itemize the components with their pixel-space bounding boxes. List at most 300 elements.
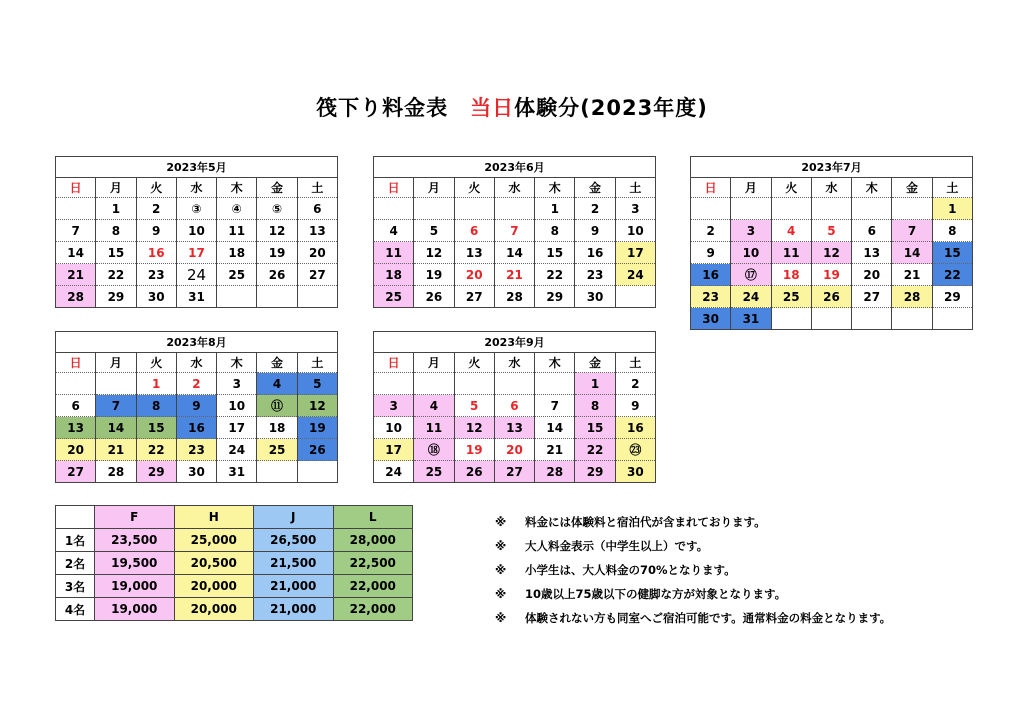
calendar-empty-cell	[892, 308, 932, 330]
calendar-empty-cell	[454, 373, 494, 395]
calendar-day-cell: 1	[96, 198, 136, 220]
calendar-day-cell: 24	[217, 439, 257, 461]
calendar-day-cell: 3	[374, 395, 414, 417]
price-corner	[56, 506, 95, 529]
weekday-label: 金	[257, 178, 297, 198]
price-cell: 20,000	[174, 575, 254, 598]
calendar-day-cell: 9	[136, 220, 176, 242]
calendar-empty-cell	[771, 198, 811, 220]
calendar-day-cell: 22	[96, 264, 136, 286]
calendar-day-cell: 30	[176, 461, 216, 483]
note-text: 10歳以上75歳以下の健脚な方が対象となります。	[525, 587, 787, 601]
calendar-empty-cell	[96, 373, 136, 395]
calendar-day-cell: 4	[374, 220, 414, 242]
calendar-day-cell: 28	[56, 286, 96, 308]
price-row-2	[56, 552, 413, 575]
calendar-day-cell: 22	[575, 439, 615, 461]
calendar-day-cell: 24	[615, 264, 655, 286]
week-row	[56, 264, 338, 286]
calendar-day-cell: 2	[691, 220, 731, 242]
note-mark: ※	[495, 515, 507, 529]
calendar-day-cell: 12	[454, 417, 494, 439]
title-highlight: 当日	[470, 96, 515, 120]
calendar-day-cell: ③	[176, 198, 216, 220]
price-cell: 21,000	[254, 598, 334, 621]
calendar-day-cell: 10	[615, 220, 655, 242]
calendar-day-cell: 14	[96, 417, 136, 439]
weekday-label: 水	[494, 353, 534, 373]
calendar-day-cell: 2	[575, 198, 615, 220]
week-row	[374, 461, 656, 483]
calendar-day-cell: 15	[96, 242, 136, 264]
price-row-1	[56, 529, 413, 552]
calendar-day-cell: 27	[852, 286, 892, 308]
weekday-label: 火	[454, 353, 494, 373]
calendar-day-cell: 22	[136, 439, 176, 461]
price-row-4	[56, 598, 413, 621]
calendar-day-cell: 1	[932, 198, 972, 220]
note-mark: ※	[495, 587, 507, 601]
calendar-day-cell: 17	[176, 242, 216, 264]
calendar-day-cell: 9	[615, 395, 655, 417]
weekday-label: 月	[96, 178, 136, 198]
calendar-day-cell: 23	[136, 264, 176, 286]
week-row	[56, 220, 338, 242]
calendar-day-cell: 10	[374, 417, 414, 439]
calendar-day-cell: 10	[217, 395, 257, 417]
price-cell: 21,500	[254, 552, 334, 575]
price-table	[55, 505, 413, 621]
calendar-empty-cell	[852, 198, 892, 220]
calendar-day-cell: 29	[535, 286, 575, 308]
note-mark: ※	[495, 539, 507, 553]
week-row	[56, 286, 338, 308]
price-cell: 19,500	[95, 552, 175, 575]
price-header-row	[56, 506, 413, 529]
calendar-day-cell: 13	[297, 220, 337, 242]
calendar-day-cell: 6	[852, 220, 892, 242]
price-cell: 20,500	[174, 552, 254, 575]
calendar-day-cell: 29	[575, 461, 615, 483]
calendar-september	[373, 331, 656, 483]
calendar-day-cell: 28	[494, 286, 534, 308]
calendar-day-cell: 14	[535, 417, 575, 439]
weekday-label: 金	[575, 353, 615, 373]
calendar-day-cell: 27	[454, 286, 494, 308]
weekday-label: 火	[454, 178, 494, 198]
note-text: 大人料金表示（中学生以上）です。	[525, 539, 709, 553]
note-item	[495, 534, 891, 558]
calendar-day-cell: 7	[892, 220, 932, 242]
price-cell: 22,000	[333, 598, 413, 621]
calendar-empty-cell	[257, 461, 297, 483]
calendar-day-cell: 15	[932, 242, 972, 264]
calendar-day-cell: 26	[297, 439, 337, 461]
calendar-may	[55, 156, 338, 308]
calendar-day-cell: 15	[575, 417, 615, 439]
weekday-label: 日	[56, 353, 96, 373]
calendar-day-cell: 16	[575, 242, 615, 264]
note-item	[495, 606, 891, 630]
calendar-header-row	[56, 332, 338, 353]
calendar-day-cell: 21	[535, 439, 575, 461]
calendar-july	[690, 156, 973, 330]
calendar-day-cell: 7	[56, 220, 96, 242]
calendar-day-cell: 11	[374, 242, 414, 264]
weekday-label: 火	[136, 178, 176, 198]
calendar-day-cell: 29	[932, 286, 972, 308]
weekday-label: 月	[731, 178, 771, 198]
calendar-day-cell: 25	[414, 461, 454, 483]
calendar-day-cell: 25	[257, 439, 297, 461]
week-row	[691, 308, 973, 330]
calendar-empty-cell	[217, 286, 257, 308]
calendar-empty-cell	[257, 286, 297, 308]
calendar-day-cell: 8	[136, 395, 176, 417]
calendar-day-cell: 26	[414, 286, 454, 308]
weekday-label: 木	[535, 353, 575, 373]
weekday-row	[374, 178, 656, 198]
note-item	[495, 558, 891, 582]
calendar-day-cell: 19	[297, 417, 337, 439]
weekday-row	[56, 178, 338, 198]
weekday-row	[691, 178, 973, 198]
calendar-day-cell: 20	[56, 439, 96, 461]
calendar-day-cell: 9	[575, 220, 615, 242]
calendar-day-cell: 31	[217, 461, 257, 483]
calendar-day-cell: 4	[771, 220, 811, 242]
calendar-empty-cell	[771, 308, 811, 330]
calendar-day-cell: 14	[494, 242, 534, 264]
calendar-day-cell: 9	[176, 395, 216, 417]
price-cell: 25,000	[174, 529, 254, 552]
price-cell: 21,000	[254, 575, 334, 598]
week-row	[56, 461, 338, 483]
calendar-day-cell: 27	[297, 264, 337, 286]
week-row	[374, 286, 656, 308]
calendar-header-row	[374, 332, 656, 353]
calendar-day-cell: 10	[176, 220, 216, 242]
calendar-day-cell: 30	[615, 461, 655, 483]
price-col-h: H	[174, 506, 254, 529]
calendar-day-cell: 26	[257, 264, 297, 286]
week-row	[374, 220, 656, 242]
weekday-label: 木	[217, 353, 257, 373]
weekday-label: 月	[96, 353, 136, 373]
calendar-day-cell: ⑤	[257, 198, 297, 220]
price-cell: 20,000	[174, 598, 254, 621]
week-row	[56, 417, 338, 439]
calendar-empty-cell	[297, 461, 337, 483]
weekday-label: 土	[297, 353, 337, 373]
week-row	[691, 242, 973, 264]
price-cell: 22,500	[333, 552, 413, 575]
calendar-day-cell: 31	[176, 286, 216, 308]
calendar-empty-cell	[811, 198, 851, 220]
calendar-header-row	[691, 157, 973, 178]
week-row	[56, 198, 338, 220]
calendar-empty-cell	[374, 373, 414, 395]
calendar-day-cell: 3	[615, 198, 655, 220]
calendar-day-cell: 10	[731, 242, 771, 264]
page-title	[0, 92, 1024, 122]
calendar-day-cell: 8	[535, 220, 575, 242]
weekday-label: 水	[176, 353, 216, 373]
weekday-label: 日	[374, 353, 414, 373]
calendar-day-cell: 11	[414, 417, 454, 439]
calendar-day-cell: 9	[691, 242, 731, 264]
calendar-day-cell: 1	[136, 373, 176, 395]
weekday-label: 土	[615, 178, 655, 198]
calendar-empty-cell	[691, 198, 731, 220]
week-row	[374, 242, 656, 264]
weekday-label: 木	[535, 178, 575, 198]
calendar-day-cell: 26	[811, 286, 851, 308]
weekday-label: 日	[374, 178, 414, 198]
week-row	[374, 417, 656, 439]
note-text: 体験されない方も同室へご宿泊可能です。通常料金の料金となります。	[525, 611, 892, 625]
weekday-label: 土	[932, 178, 972, 198]
calendar-day-cell: 23	[691, 286, 731, 308]
weekday-label: 水	[494, 178, 534, 198]
calendar-empty-cell	[56, 198, 96, 220]
calendar-day-cell: 29	[96, 286, 136, 308]
calendar-day-cell: 30	[691, 308, 731, 330]
calendar-day-cell: 7	[494, 220, 534, 242]
calendar-day-cell: 6	[56, 395, 96, 417]
note-item	[495, 510, 891, 534]
calendar-day-cell: 24	[176, 264, 216, 286]
calendar-empty-cell	[56, 373, 96, 395]
calendar-empty-cell	[297, 286, 337, 308]
calendar-day-cell: 19	[811, 264, 851, 286]
weekday-row	[374, 353, 656, 373]
calendar-day-cell: 29	[136, 461, 176, 483]
calendar-day-cell: ④	[217, 198, 257, 220]
week-row	[374, 439, 656, 461]
weekday-label: 水	[811, 178, 851, 198]
calendar-day-cell: 19	[414, 264, 454, 286]
calendar-day-cell: 30	[136, 286, 176, 308]
weekday-label: 木	[217, 178, 257, 198]
calendar-day-cell: 5	[454, 395, 494, 417]
price-cell: 19,000	[95, 598, 175, 621]
weekday-label: 火	[136, 353, 176, 373]
calendar-month-title: 2023年8月	[56, 332, 338, 353]
week-row	[374, 264, 656, 286]
price-cell: 28,000	[333, 529, 413, 552]
price-cell: 26,500	[254, 529, 334, 552]
calendar-day-cell: 12	[811, 242, 851, 264]
calendar-day-cell: 6	[454, 220, 494, 242]
week-row	[691, 264, 973, 286]
calendar-day-cell: 3	[731, 220, 771, 242]
calendar-empty-cell	[494, 198, 534, 220]
calendar-day-cell: 18	[374, 264, 414, 286]
note-mark: ※	[495, 563, 507, 577]
calendar-empty-cell	[374, 198, 414, 220]
title-main: 筏下り料金表	[316, 96, 449, 120]
calendar-day-cell: 7	[535, 395, 575, 417]
weekday-label: 月	[414, 178, 454, 198]
calendar-day-cell: 4	[257, 373, 297, 395]
price-cell: 23,500	[95, 529, 175, 552]
calendar-day-cell: 6	[494, 395, 534, 417]
week-row	[374, 373, 656, 395]
calendar-day-cell: 14	[56, 242, 96, 264]
calendar-day-cell: 20	[494, 439, 534, 461]
calendar-empty-cell	[731, 198, 771, 220]
calendar-day-cell: 28	[535, 461, 575, 483]
calendar-day-cell: 25	[374, 286, 414, 308]
price-row-label: 2名	[56, 552, 95, 575]
calendar-day-cell: 8	[575, 395, 615, 417]
calendar-day-cell: 16	[176, 417, 216, 439]
calendar-day-cell: 17	[615, 242, 655, 264]
price-col-f: F	[95, 506, 175, 529]
calendar-day-cell: ⑪	[257, 395, 297, 417]
calendar-day-cell: 30	[575, 286, 615, 308]
calendar-day-cell: 5	[297, 373, 337, 395]
calendar-day-cell: 27	[56, 461, 96, 483]
calendar-day-cell: 17	[217, 417, 257, 439]
calendar-day-cell: 31	[731, 308, 771, 330]
week-row	[691, 198, 973, 220]
weekday-label: 月	[414, 353, 454, 373]
calendar-empty-cell	[892, 198, 932, 220]
calendar-day-cell: 2	[136, 198, 176, 220]
calendar-empty-cell	[852, 308, 892, 330]
calendar-day-cell: 22	[535, 264, 575, 286]
week-row	[374, 395, 656, 417]
weekday-label: 金	[892, 178, 932, 198]
week-row	[691, 220, 973, 242]
note-text: 料金には体験料と宿泊代が含まれております。	[525, 515, 766, 529]
calendar-day-cell: 2	[176, 373, 216, 395]
note-mark: ※	[495, 611, 507, 625]
calendar-day-cell: 8	[932, 220, 972, 242]
calendar-day-cell: 22	[932, 264, 972, 286]
weekday-label: 水	[176, 178, 216, 198]
calendar-month-title: 2023年6月	[374, 157, 656, 178]
calendar-day-cell: 21	[892, 264, 932, 286]
calendar-empty-cell	[414, 198, 454, 220]
calendar-empty-cell	[535, 373, 575, 395]
calendar-day-cell: 28	[892, 286, 932, 308]
calendar-day-cell: 21	[56, 264, 96, 286]
price-row-label: 1名	[56, 529, 95, 552]
calendar-header-row	[56, 157, 338, 178]
calendar-empty-cell	[811, 308, 851, 330]
calendar-day-cell: 24	[374, 461, 414, 483]
calendar-day-cell: 18	[217, 242, 257, 264]
calendar-day-cell: 1	[535, 198, 575, 220]
calendar-day-cell: 27	[494, 461, 534, 483]
calendar-day-cell: 15	[535, 242, 575, 264]
calendar-day-cell: 20	[297, 242, 337, 264]
price-col-l: L	[333, 506, 413, 529]
calendar-day-cell: 15	[136, 417, 176, 439]
calendar-day-cell: 8	[96, 220, 136, 242]
calendar-day-cell: 18	[257, 417, 297, 439]
week-row	[56, 242, 338, 264]
calendar-day-cell: 25	[771, 286, 811, 308]
calendar-day-cell: ⑰	[731, 264, 771, 286]
week-row	[374, 198, 656, 220]
calendar-august	[55, 331, 338, 483]
calendar-day-cell: 13	[494, 417, 534, 439]
week-row	[691, 286, 973, 308]
calendar-day-cell: 24	[731, 286, 771, 308]
calendar-day-cell: 14	[892, 242, 932, 264]
calendar-day-cell: 23	[575, 264, 615, 286]
calendar-day-cell: 21	[494, 264, 534, 286]
weekday-label: 日	[56, 178, 96, 198]
calendar-empty-cell	[494, 373, 534, 395]
calendar-header-row	[374, 157, 656, 178]
calendar-day-cell: 11	[771, 242, 811, 264]
weekday-label: 金	[575, 178, 615, 198]
weekday-label: 火	[771, 178, 811, 198]
calendar-month-title: 2023年7月	[691, 157, 973, 178]
note-item	[495, 582, 891, 606]
calendar-day-cell: 16	[615, 417, 655, 439]
weekday-label: 日	[691, 178, 731, 198]
calendar-day-cell: 12	[414, 242, 454, 264]
price-cell: 22,000	[333, 575, 413, 598]
calendar-day-cell: 21	[96, 439, 136, 461]
weekday-label: 金	[257, 353, 297, 373]
week-row	[56, 439, 338, 461]
calendar-day-cell: 5	[414, 220, 454, 242]
calendar-day-cell: 17	[374, 439, 414, 461]
calendar-day-cell: 25	[217, 264, 257, 286]
price-row-label: 4名	[56, 598, 95, 621]
calendar-day-cell: 18	[771, 264, 811, 286]
week-row	[56, 373, 338, 395]
calendar-day-cell: ㉓	[615, 439, 655, 461]
calendar-day-cell: 3	[217, 373, 257, 395]
price-row-label: 3名	[56, 575, 95, 598]
calendar-empty-cell	[454, 198, 494, 220]
calendar-day-cell: 20	[852, 264, 892, 286]
calendar-day-cell: 13	[56, 417, 96, 439]
price-col-j: J	[254, 506, 334, 529]
price-row-3	[56, 575, 413, 598]
calendar-june	[373, 156, 656, 308]
calendar-day-cell: 6	[297, 198, 337, 220]
calendar-day-cell: 28	[96, 461, 136, 483]
weekday-label: 土	[297, 178, 337, 198]
calendar-day-cell: 13	[454, 242, 494, 264]
calendar-day-cell: 13	[852, 242, 892, 264]
calendar-day-cell: 23	[176, 439, 216, 461]
calendar-day-cell: ⑱	[414, 439, 454, 461]
calendar-day-cell: 26	[454, 461, 494, 483]
weekday-label: 木	[852, 178, 892, 198]
calendar-day-cell: 19	[257, 242, 297, 264]
calendar-month-title: 2023年5月	[56, 157, 338, 178]
weekday-row	[56, 353, 338, 373]
calendar-empty-cell	[615, 286, 655, 308]
weekday-label: 土	[615, 353, 655, 373]
calendar-day-cell: 4	[414, 395, 454, 417]
calendar-day-cell: 11	[217, 220, 257, 242]
calendar-day-cell: 16	[691, 264, 731, 286]
week-row	[56, 395, 338, 417]
title-rest: 体験分(2023年度)	[514, 96, 708, 120]
calendar-empty-cell	[932, 308, 972, 330]
